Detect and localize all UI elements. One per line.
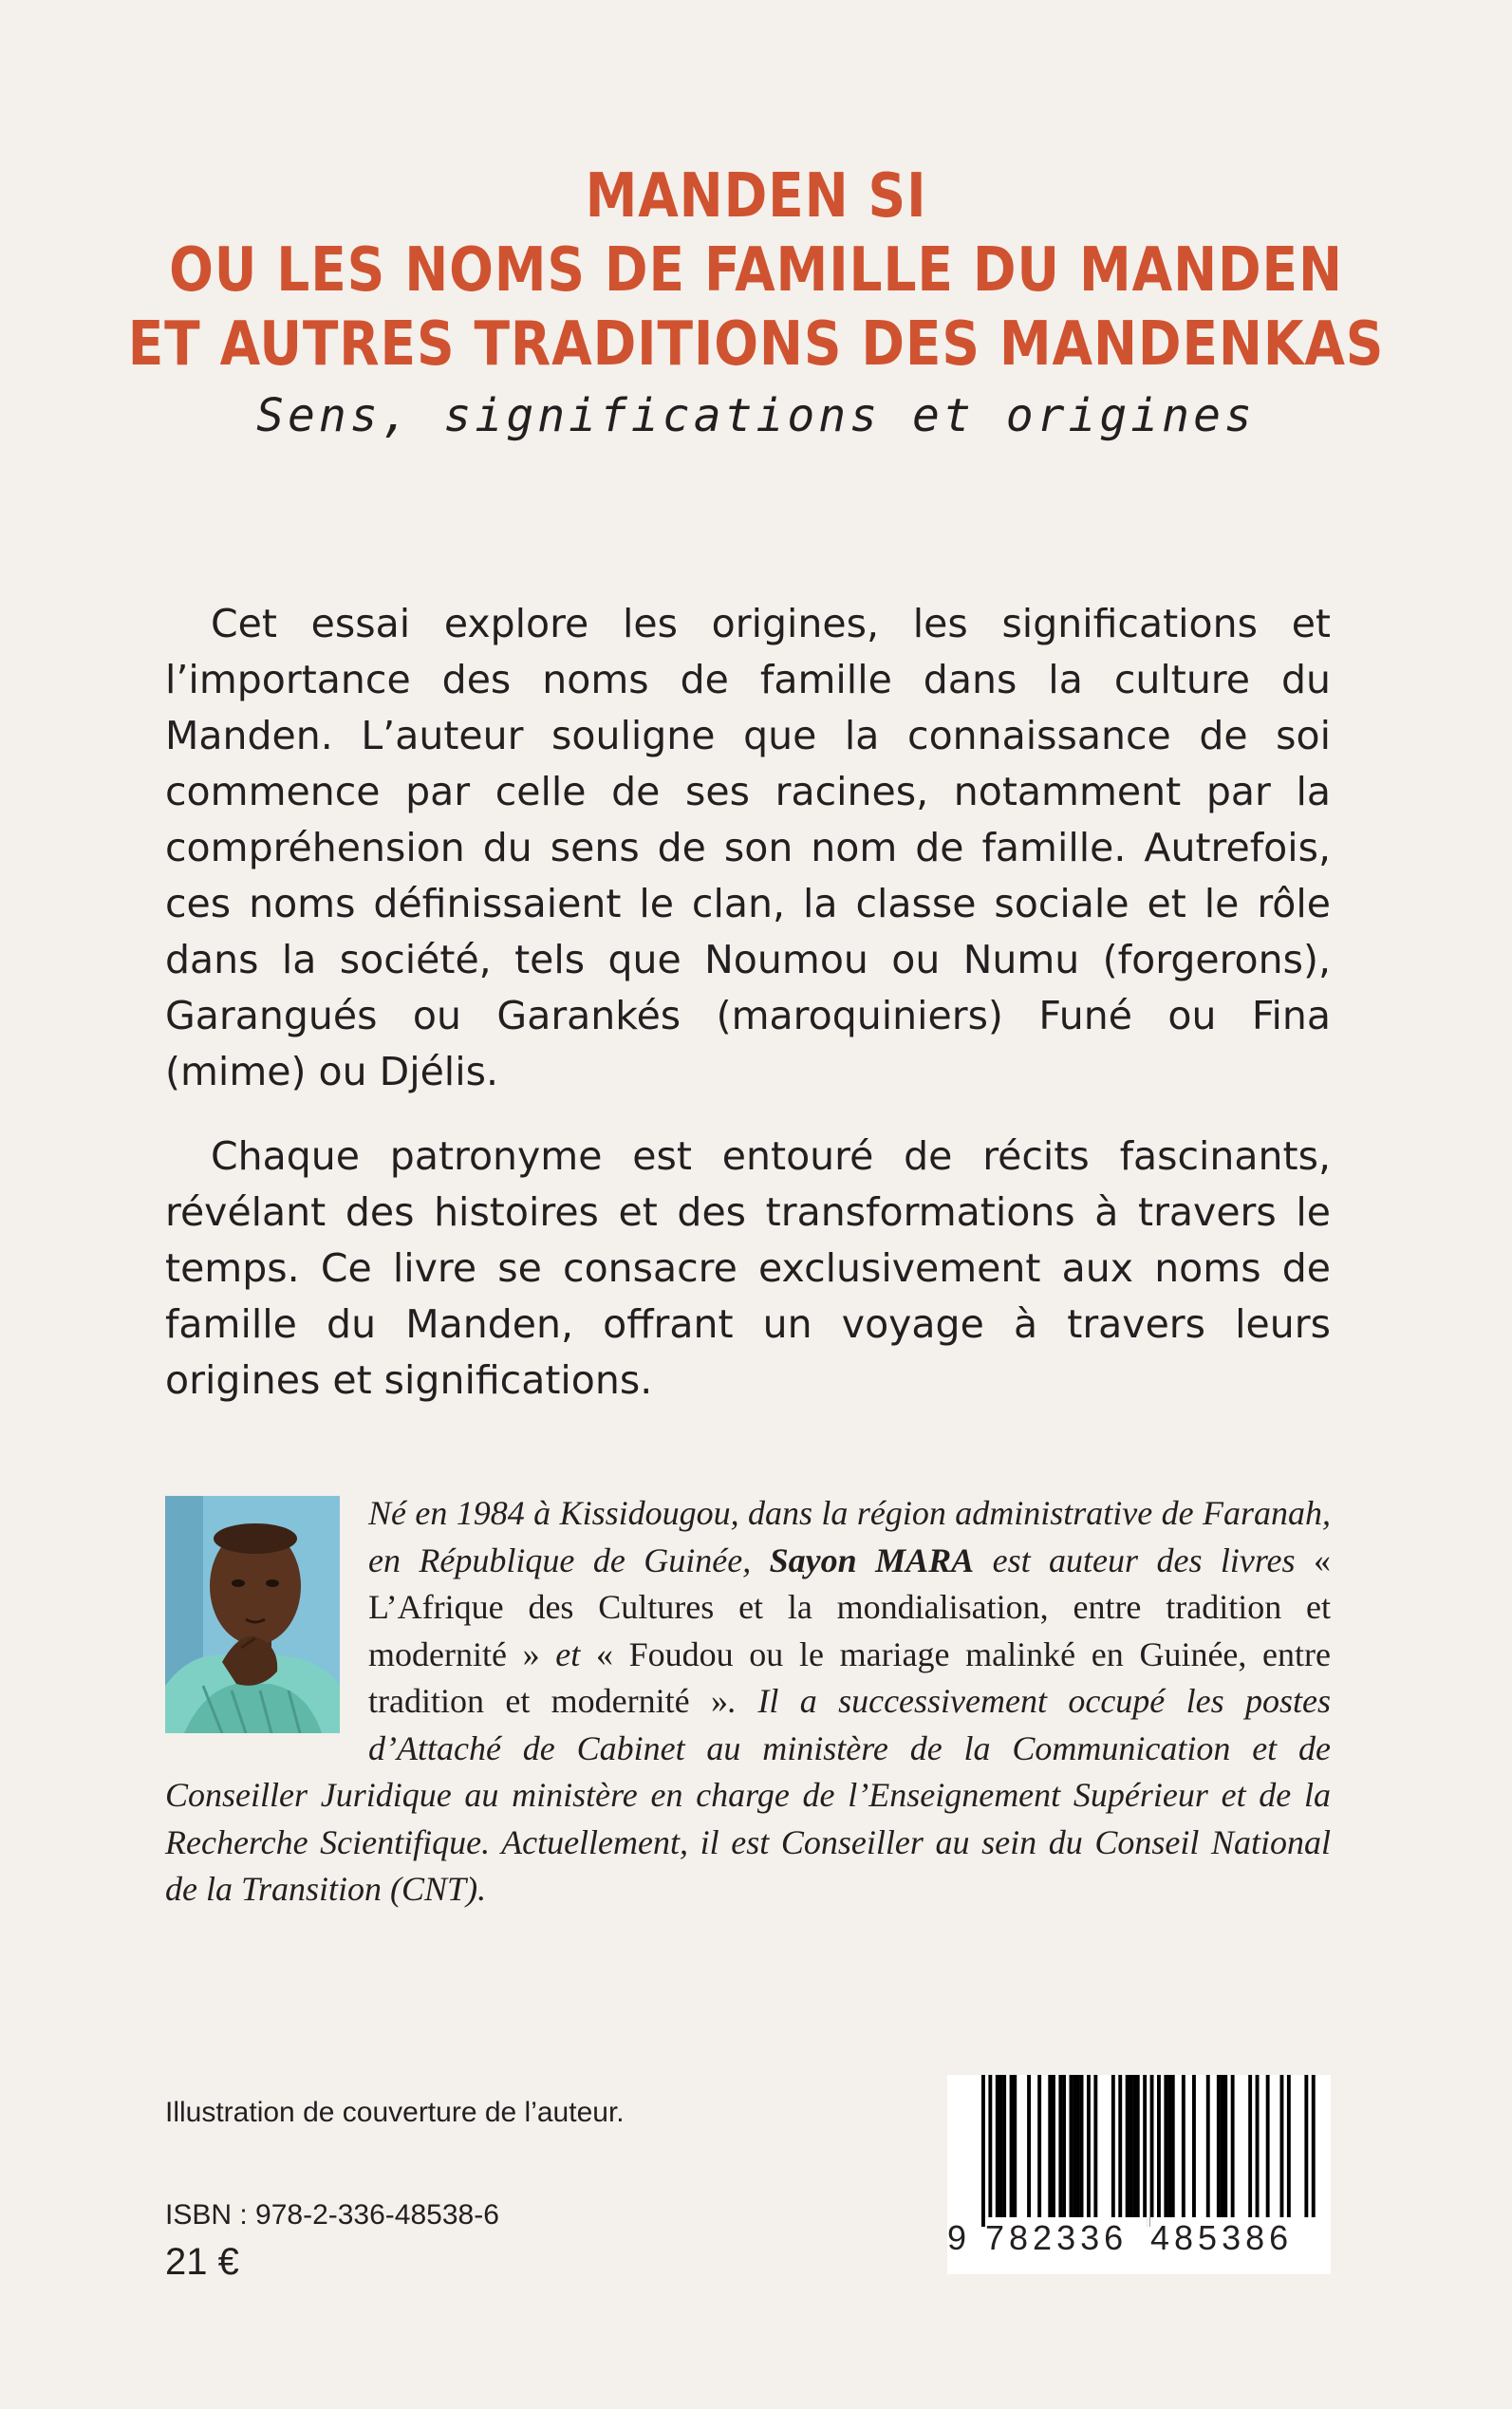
barcode-bar [1266,2075,1270,2217]
barcode-bar [1132,2075,1136,2217]
author-photo [165,1496,340,1733]
book-title-1: « L’Afrique des Cultures et la mondialisation, entre tradition et modernité » [368,1541,1331,1673]
synopsis-paragraph-1: Cet essai explore les origines, les significations et l’importance des noms de famille dans la culture du Manden. L’auteur souligne que la connaissance de soi commence par celle de ses racines, notamment par la compréhension du sens de son nom de famille. Autrefois, ces noms définissaient le clan, la classe sociale et le rôle dans la société, tels que Noumou ou Numu (forgerons), Garangués ou Garankés (maroquiniers) Funé ou Fina (mime) ou Djélis. [165,601,1331,1094]
barcode-bar [1126,2075,1129,2217]
barcode-bar [1223,2075,1227,2217]
subtitle: Sens, significations et origines [256,389,1256,442]
bio-text-part-3: et [539,1634,596,1673]
title-block [0,159,1512,444]
barcode-digits-right: 485386 [1150,2217,1321,2259]
barcode-bar [1002,2075,1006,2217]
barcode-bar [1118,2075,1122,2217]
barcode-bar [1076,2075,1080,2217]
barcode-bar [1037,2075,1041,2217]
barcode-bar [1073,2075,1076,2217]
barcode-bar [1164,2075,1167,2217]
author-name: Sayon MARA [769,1541,975,1579]
author-portrait-illustration [165,1496,340,1733]
footer-info [165,2094,625,2286]
barcode-bar [1231,2075,1235,2217]
bio-text-part-4: . Il a successivement occupé les postes d’Attaché de Cabinet au ministère de la Communication et de Conseiller Juridique au ministère en charge de l’Enseignement Supérieur et de la Recherche Scientifique. Actuellement, il est Conseiller au sein du Conseil National de la Transition (CNT). [165,1682,1331,1908]
barcode-bar [1136,2075,1140,2217]
barcode-bar [1070,2075,1073,2217]
title-line-1: MANDEN SI [585,161,927,232]
synopsis-paragraph-2: Chaque patronyme est entouré de récits fascinants, révélant des histoires et des transformations à travers le temps. Ce livre se consacre exclusivement aux noms de famille du Manden, offrant un voyage à travers leurs origines et significations. [165,1133,1331,1403]
barcode-bar [1167,2075,1171,2217]
barcode-bars [947,2075,1331,2227]
barcode-bar [999,2075,1003,2217]
title-line-2: OU LES NOMS DE FAMILLE DU MANDEN [169,235,1343,306]
barcode-bar [1280,2075,1284,2217]
barcode-bar [981,2075,985,2227]
barcode-bar [1287,2075,1291,2217]
barcode-digit-first: 9 [947,2218,972,2257]
barcode-bar [1129,2075,1132,2217]
author-bio [165,1490,1331,1914]
barcode-bar [1010,2075,1014,2217]
barcode-bar [1143,2075,1147,2227]
barcode-bar [1080,2075,1084,2217]
title-line-3: ET AUTRES TRADITIONS DES MANDENKAS [127,309,1385,380]
bio-text-part-2: est auteur des livres [974,1541,1314,1579]
barcode-bar [1248,2075,1252,2217]
barcode-bar [1171,2075,1175,2217]
barcode-bar [1206,2075,1210,2217]
barcode-bar [1221,2075,1224,2217]
barcode-bar [1093,2075,1097,2217]
barcode-bar [1192,2075,1196,2217]
isbn: ISBN : 978-2-336-48538-6 [165,2199,499,2231]
barcode-bar [1157,2075,1161,2217]
barcode-bar [1087,2075,1091,2217]
barcode-bar [1058,2075,1062,2217]
barcode-bar [1217,2075,1221,2217]
barcode-bar [1256,2075,1260,2217]
barcode [947,2075,1331,2274]
barcode-bar [1048,2075,1052,2217]
barcode-bar [988,2075,992,2227]
barcode-bar [1111,2075,1115,2217]
barcode-bar [1312,2075,1316,2227]
barcode-bar [1027,2075,1031,2217]
bio-text [165,1490,1331,1914]
barcode-bar [1182,2075,1185,2217]
barcode-bar [1150,2075,1154,2227]
barcode-bar [1052,2075,1055,2217]
synopsis [165,596,1331,1437]
barcode-bar [1062,2075,1066,2217]
cover-credit: Illustration de couverture de l’auteur. [165,2097,625,2128]
barcode-bar [1304,2075,1308,2227]
bio-text-part-1: Né en 1984 à Kissidougou, dans la région administrative de Faranah, en République de Guinée, [368,1494,1331,1579]
book-title-2: « Foudou ou le mariage malinké en Guinée, entre tradition et modernité » [368,1634,1332,1720]
barcode-bar [1013,2075,1017,2217]
price: 21 € [165,2241,239,2283]
barcode-digits-left: 782336 [985,2217,1147,2259]
barcode-bar [996,2075,999,2217]
